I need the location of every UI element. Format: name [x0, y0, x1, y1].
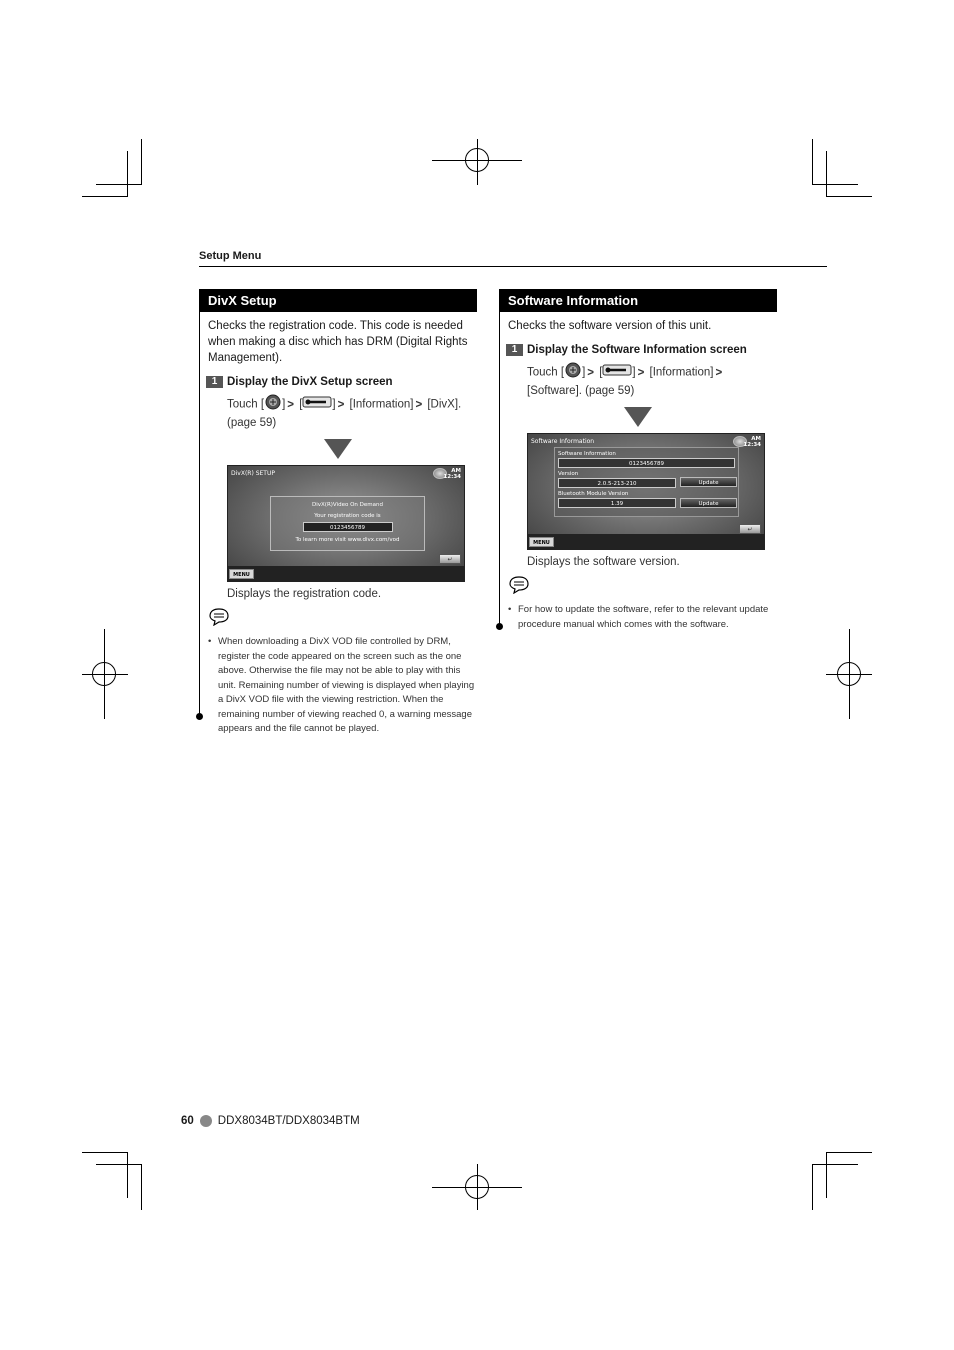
note-text: • When downloading a DivX VOD file controlled by DRM, register the code appeared on the screen such as the one above. Otherwise the file may not be able to play with this unit. Remaining number of viewing is displayed when playing a DivX VOD file with the viewing restriction. When the remaining number of viewing reached 0, a warning message appears and the file cannot be played.: [208, 635, 477, 737]
chevron-right-icon: >: [587, 366, 594, 379]
touch-text: [: [296, 398, 303, 411]
clock-time: 12:34: [443, 474, 461, 480]
registration-panel: [270, 496, 425, 551]
touch-text: ]: [632, 366, 636, 379]
home-globe-icon: [564, 362, 582, 383]
menu-button[interactable]: MENU: [229, 569, 254, 579]
registration-code: 0123456789: [303, 522, 393, 532]
crop-mark: [141, 1164, 142, 1210]
version-label: Version: [558, 471, 579, 477]
clock-time: 12:34: [743, 442, 761, 448]
circle-icon: [200, 1115, 212, 1127]
step-heading: [506, 344, 777, 356]
crop-mark: [96, 184, 142, 185]
touch-instruction: [227, 394, 477, 431]
crop-mark: [812, 1164, 858, 1165]
registration-circle: [465, 148, 489, 172]
model-name: DDX8034BT/DDX8034BTM: [217, 1115, 360, 1127]
vod-url: To learn more visit www.divx.com/vod: [295, 537, 400, 543]
crop-mark: [141, 139, 142, 185]
divx-setup-screen: [227, 465, 465, 582]
touch-text: [Information]: [646, 366, 714, 379]
chevron-right-icon: >: [637, 366, 645, 379]
update-bluetooth-button[interactable]: Update: [680, 498, 737, 508]
touch-text: Touch [: [227, 398, 265, 411]
header-rule: [199, 266, 827, 267]
screen-caption: Displays the registration code.: [227, 588, 382, 600]
software-info-panel: [554, 447, 739, 517]
wrench-icon: [302, 396, 332, 413]
bt-version-label: Bluetooth Module Version: [558, 491, 629, 497]
bt-version-field: 1.39: [558, 498, 676, 508]
panel-label: Software Information: [558, 451, 616, 457]
crop-mark: [82, 1152, 128, 1153]
arrow-down-icon: [324, 439, 352, 459]
back-button[interactable]: ↵: [439, 554, 461, 564]
touch-text: [Information]: [346, 398, 414, 411]
touch-text: [DivX]. (page 59): [227, 398, 462, 429]
clock: [743, 436, 761, 448]
crop-mark: [826, 196, 872, 197]
crop-mark: [82, 196, 128, 197]
step-title: Display the DivX Setup screen: [227, 376, 393, 388]
step-number: 1: [206, 376, 223, 388]
arrow-down-icon: [624, 407, 652, 427]
intro-text: Checks the software version of this unit.: [508, 320, 712, 332]
software-info-screen: [527, 433, 765, 550]
software-id-field: 0123456789: [558, 458, 735, 468]
crop-mark: [826, 1152, 827, 1198]
clock: [443, 468, 461, 480]
note-icon: [208, 608, 477, 631]
divx-section: [199, 289, 477, 737]
page-footer: [181, 1115, 360, 1127]
chevron-right-icon: >: [715, 366, 723, 379]
bottom-bar: [228, 566, 464, 581]
touch-text: ]: [582, 366, 586, 379]
screen-title: DivX(R) SETUP: [231, 470, 275, 477]
crop-mark: [812, 139, 813, 185]
touch-text: ]: [332, 398, 336, 411]
touch-text: [Software]. (page 59): [527, 385, 635, 397]
vod-title: DivX(R)Video On Demand: [312, 502, 383, 508]
screen-title: Software Information: [531, 438, 595, 445]
crop-mark: [826, 1152, 872, 1153]
chevron-right-icon: >: [415, 398, 423, 411]
page-number: 60: [181, 1115, 194, 1127]
chevron-right-icon: >: [337, 398, 345, 411]
note-text: • For how to update the software, refer to the relevant update procedure manual which comes with the software.: [508, 603, 777, 632]
home-globe-icon: [264, 394, 282, 415]
registration-circle: [837, 662, 861, 686]
crop-mark: [127, 151, 128, 197]
crop-mark: [812, 1164, 813, 1210]
bottom-bar: [528, 534, 764, 549]
section-title: DivX Setup: [199, 289, 477, 312]
step-heading: [206, 376, 477, 388]
clock-ampm: AM: [751, 436, 761, 442]
step-title: Display the Software Information screen: [527, 344, 747, 356]
clock-ampm: AM: [451, 468, 461, 474]
touch-text: ]: [282, 398, 286, 411]
note-icon: [508, 576, 777, 599]
chevron-right-icon: >: [287, 398, 294, 411]
menu-button[interactable]: MENU: [529, 537, 554, 547]
version-field: 2.0.5-213-210: [558, 478, 676, 488]
section-title: Software Information: [499, 289, 777, 312]
registration-label: Your registration code is: [314, 513, 381, 519]
touch-text: Touch [: [527, 366, 565, 379]
intro-text: Checks the registration code. This code is needed when making a disc which has DRM (Digital Rights Management).: [208, 320, 468, 364]
touch-text: [: [596, 366, 603, 379]
section-label: Setup Menu: [199, 250, 262, 262]
crop-mark: [127, 1152, 128, 1198]
update-software-button[interactable]: Update: [680, 477, 737, 487]
step-number: 1: [506, 344, 523, 356]
crop-mark: [826, 151, 827, 197]
screen-caption: Displays the software version.: [527, 556, 680, 568]
registration-circle: [92, 662, 116, 686]
software-section: [499, 289, 777, 632]
crop-mark: [96, 1164, 142, 1165]
registration-circle: [465, 1175, 489, 1199]
touch-instruction: [527, 362, 777, 399]
wrench-icon: [602, 364, 632, 381]
crop-mark: [812, 184, 858, 185]
back-button[interactable]: ↵: [739, 524, 761, 534]
